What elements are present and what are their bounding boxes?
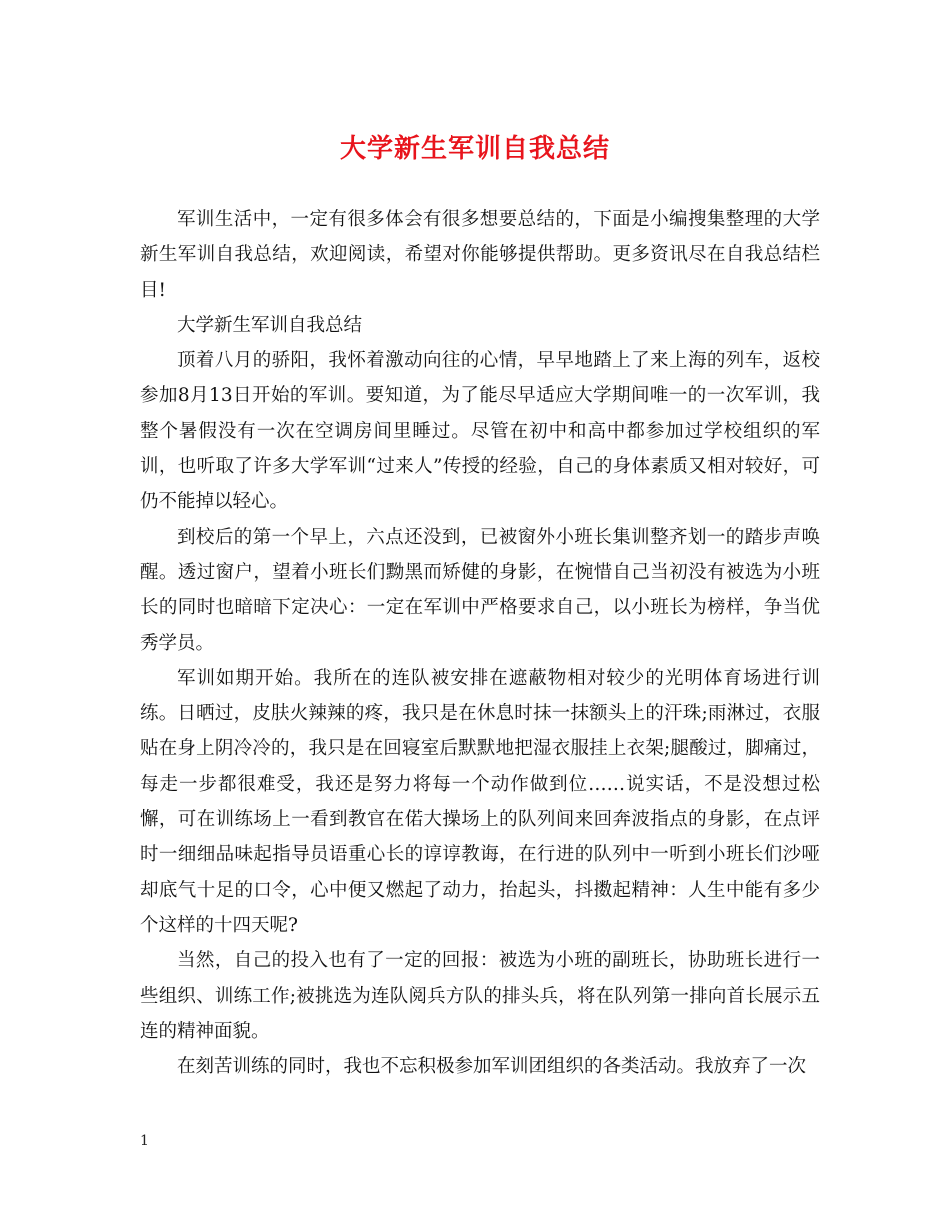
page-number: 1 xyxy=(140,1133,149,1149)
paragraph-first-morning: 到校后的第一个早上，六点还没到，已被窗外小班长集训整齐划一的踏步声唤醒。透过窗户，望着小班长们黝黑而矫健的身影，在惋惜自己当初没有被选为小班长的同时也暗暗下定决心：一定在军训中严格要求自己，以小班长为榜样，争当优秀学员。 xyxy=(140,526,820,654)
paragraph-reward: 当然，自己的投入也有了一定的回报：被选为小班的副班长，协助班长进行一些组织、训练工作;被挑选为连队阅兵方队的排头兵，将在队列第一排向首长展示五连的精神面貌。 xyxy=(140,950,820,1042)
document-title: 大学新生军训自我总结 xyxy=(339,134,610,164)
paragraph-training: 军训如期开始。我所在的连队被安排在遮蔽物相对较少的光明体育场进行训练。日晒过，皮肤火辣辣的疼，我只是在休息时抹一抹额头上的汗珠;雨淋过，衣服贴在身上阴冷冷的，我只是在回寝室后默默地把湿衣服挂上衣架;腿酸过，脚痛过，每走一步都很难受，我还是努力将每一个动作做到位……说实话，不是没想过松懈，可在训练场上一看到教官在偌大操场上的队列间来回奔波指点的身影，在点评时一细细品味起指导员语重心长的谆谆教诲，在行进的队列中一听到小班长们沙哑却底气十足的口令，心中便又燃起了动力，抬起头，抖擞起精神：人生中能有多少个这样的十四天呢? xyxy=(140,667,820,936)
paragraph-intro: 军训生活中，一定有很多体会有很多想要总结的，下面是小编搜集整理的大学新生军训自我总结，欢迎阅读，希望对你能够提供帮助。更多资讯尽在自我总结栏目! xyxy=(140,209,820,301)
document-body xyxy=(140,202,820,1084)
paragraph-activities: 在刻苦训练的同时，我也不忘积极参加军训团组织的各类活动。我放弃了一次 xyxy=(177,1056,807,1078)
paragraph-subtitle: 大学新生军训自我总结 xyxy=(177,314,363,336)
paragraph-arrival: 顶着八月的骄阳，我怀着激动向往的心情，早早地踏上了来上海的列车，返校参加8月13日开始的军训。要知道，为了能尽早适应大学期间唯一的一次军训，我整个暑假没有一次在空调房间里睡过。尽管在初中和高中都参加过学校组织的军训，也听取了许多大学军训“过来人”传授的经验，自己的身体素质又相对较好，可仍不能掉以轻心。 xyxy=(140,350,820,513)
